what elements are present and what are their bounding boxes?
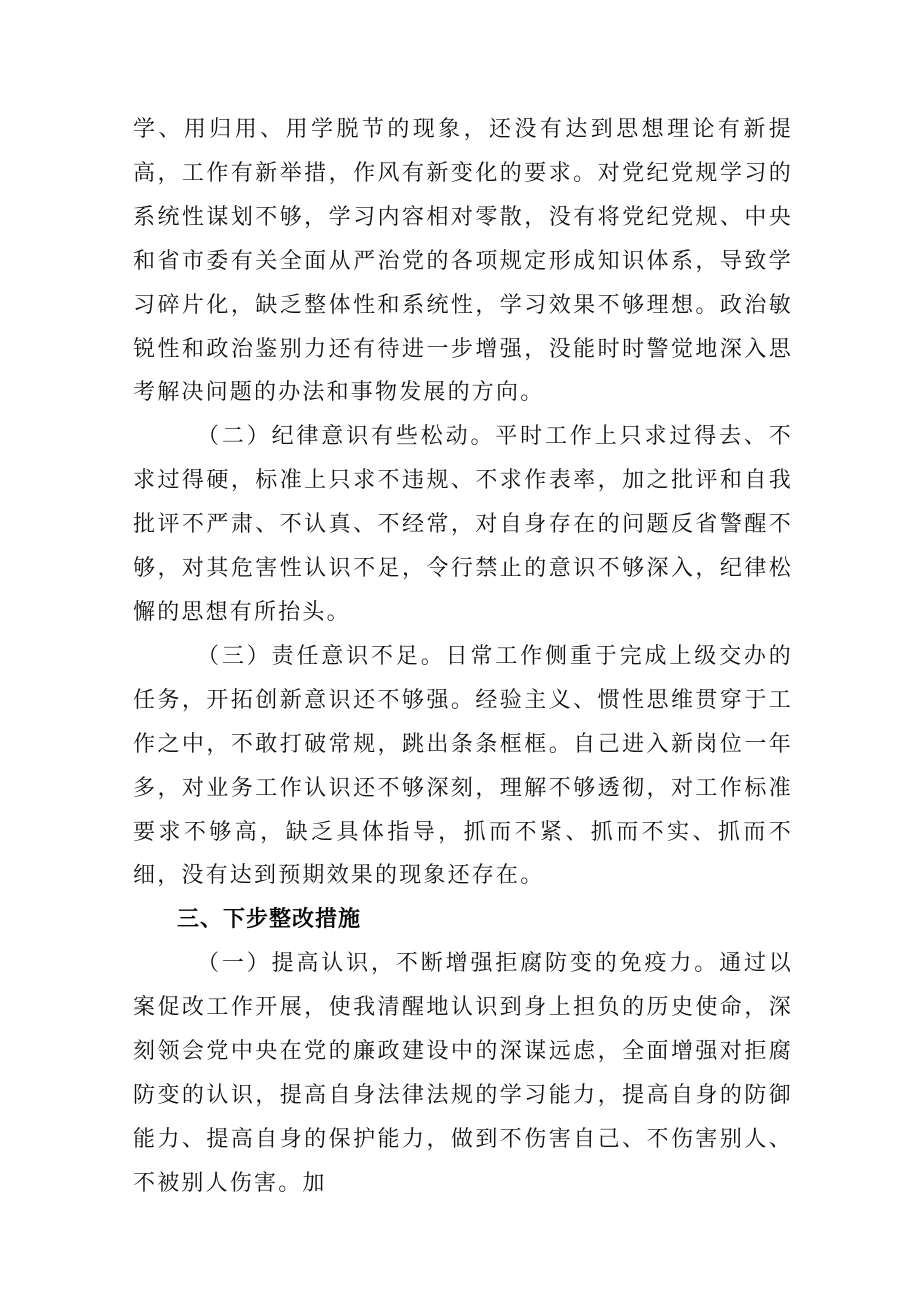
section-heading: 三、下步整改措施 <box>177 907 362 933</box>
document-body <box>133 108 793 1206</box>
paragraph-responsibility-awareness: （三）责任意识不足。日常工作侧重于完成上级交办的任务，开拓创新意识还不够强。经验主义、惯性思维贯穿于工作之中，不敢打破常规，跳出条条框框。自己进入新岗位一年多，对业务工作认识还不够深刻，理解不够透彻，对工作标准要求不够高，缺乏具体指导，抓而不紧、抓而不实、抓而不细，没有达到预期效果的现象还存在。 <box>133 643 793 889</box>
paragraph-discipline-awareness: （二）纪律意识有些松动。平时工作上只求过得去、不求过得硬，标准上只求不违规、不求作表率，加之批评和自我批评不严肃、不认真、不经常，对自身存在的问题反省警醒不够，对其危害性认识不足，令行禁止的意识不够深入，纪律松懈的思想有所抬头。 <box>133 424 793 625</box>
paragraph-improve-awareness: （一）提高认识，不断增强拒腐防变的免疫力。通过以案促改工作开展，使我清醒地认识到身上担负的历史使命，深刻领会党中央在党的廉政建设中的深谋远虑，全面增强对拒腐防变的认识，提高自身法律法规的学习能力，提高自身的防御能力、提高自身的保护能力，做到不伤害自己、不伤害别人、不被别人伤害。加 <box>133 951 793 1196</box>
paragraph-continuation: 学、用归用、用学脱节的现象，还没有达到思想理论有新提高，工作有新举措，作风有新变化的要求。对党纪党规学习的系统性谋划不够，学习内容相对零散，没有将党纪党规、中央和省市委有关全面从严治党的各项规定形成知识体系，导致学习碎片化，缺乏整体性和系统性，学习效果不够理想。政治敏锐性和政治鉴别力还有待进一步增强，没能时时警觉地深入思考解决问题的办法和事物发展的方向。 <box>133 117 793 406</box>
